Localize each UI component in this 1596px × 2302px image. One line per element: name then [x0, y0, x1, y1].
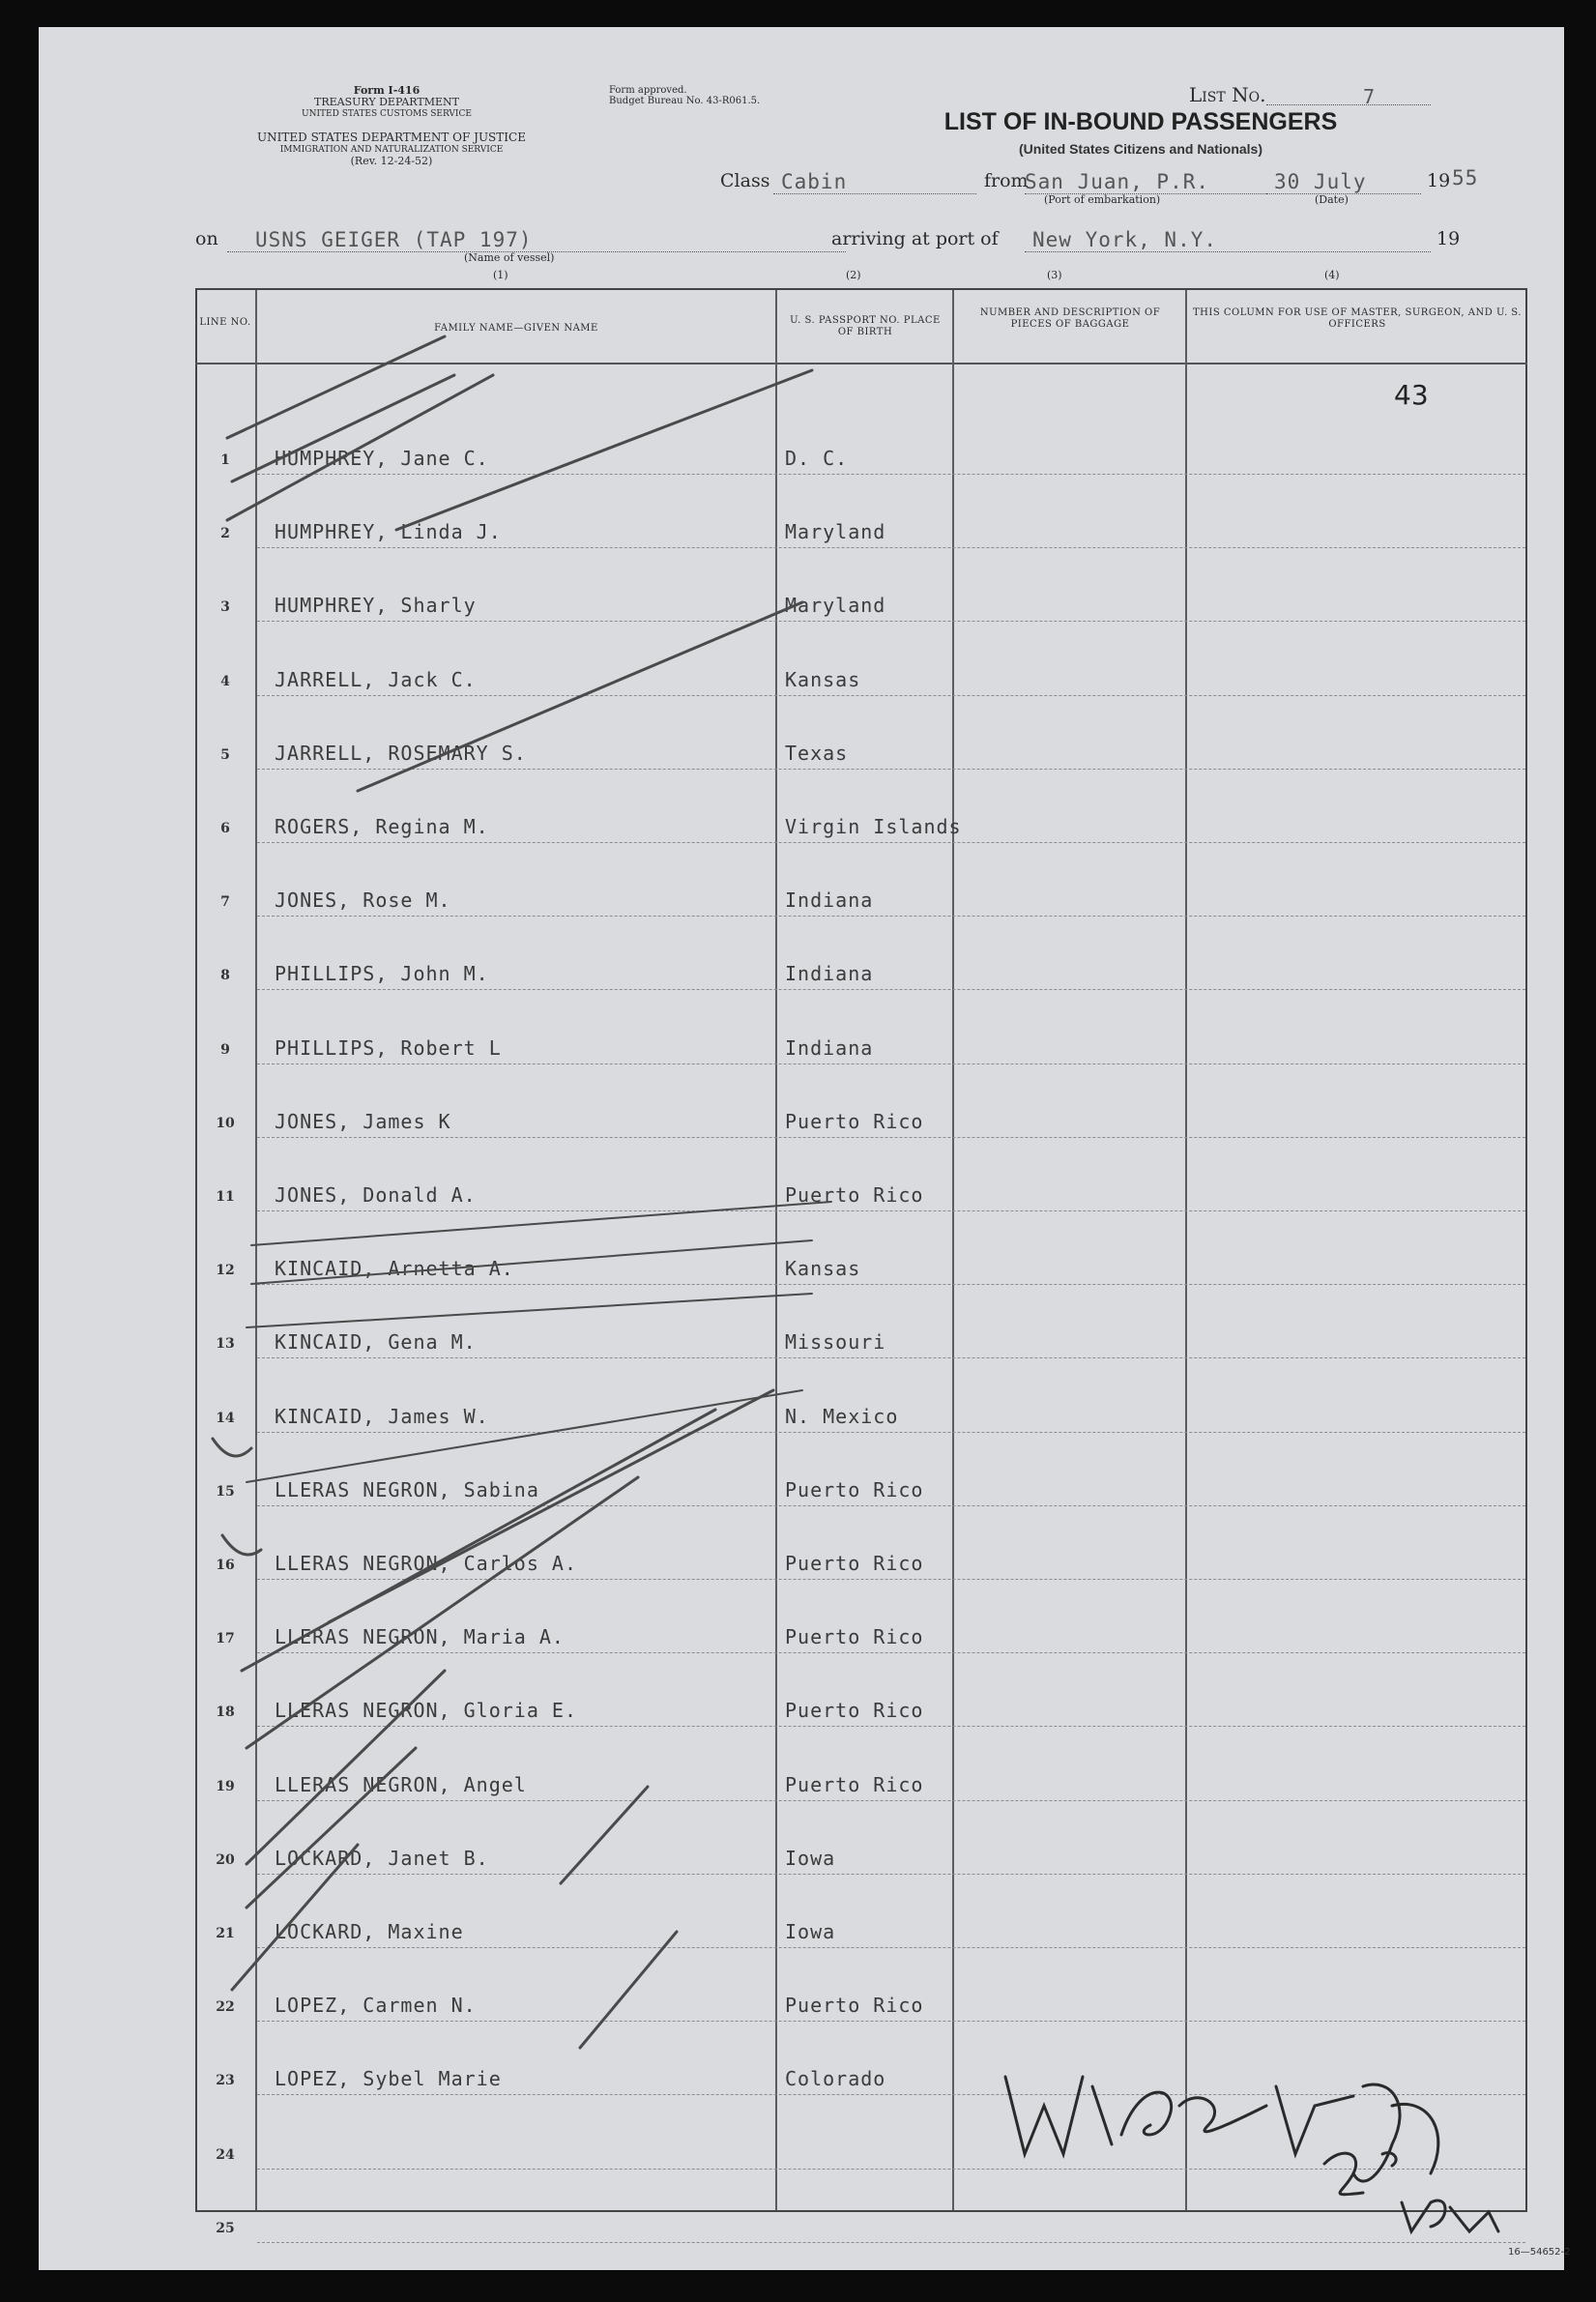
page-title: LIST OF IN-BOUND PASSENGERS — [943, 108, 1338, 135]
line-number: 6 — [220, 821, 230, 836]
passenger-name: KINCAID, Gena M. — [275, 1330, 477, 1355]
line-number: 18 — [216, 1705, 235, 1721]
place-of-birth: Indiana — [785, 889, 874, 913]
strike-line — [247, 1390, 802, 1482]
place-of-birth: Puerto Rico — [785, 1699, 924, 1723]
line-number: 16 — [216, 1558, 235, 1573]
line-number: 21 — [216, 1926, 235, 1941]
year-suffix: 55 — [1452, 166, 1479, 189]
strike-line — [580, 1932, 677, 2048]
passenger-name: JONES, Donald A. — [275, 1183, 477, 1207]
passenger-name: JARRELL, ROSEMARY S. — [275, 741, 527, 765]
line-number: 13 — [216, 1336, 235, 1353]
place-of-birth: Iowa — [785, 1846, 836, 1870]
strike-line — [251, 1240, 812, 1284]
passenger-name: HUMPHREY, Jane C. — [275, 447, 489, 470]
from-value: San Juan, P.R. — [1025, 170, 1210, 193]
place-of-birth: Kansas — [785, 667, 861, 691]
treasury-dept: TREASURY DEPARTMENT — [314, 96, 459, 108]
approval-line-1: Form approved. — [609, 85, 687, 96]
place-of-birth: Puerto Rico — [785, 1994, 924, 2018]
check-mark — [232, 375, 454, 481]
strike-line — [247, 1294, 812, 1327]
place-of-birth: Puerto Rico — [785, 1552, 924, 1575]
passenger-name: LLERAS NEGRON, Angel — [275, 1772, 527, 1796]
passenger-name: ROGERS, Regina M. — [275, 815, 489, 838]
strike-line — [247, 1748, 416, 1908]
passenger-name: JONES, Rose M. — [275, 889, 451, 913]
line-number: 24 — [216, 2146, 235, 2163]
strike-line — [561, 1787, 648, 1883]
footer-code: 16—54652-2 — [1508, 2247, 1571, 2258]
place-of-birth: Maryland — [785, 520, 886, 544]
header-passport: U. S. PASSPORT NO. PLACE OF BIRTH — [790, 315, 941, 337]
line-number: 2 — [220, 526, 230, 542]
passenger-name: LLERAS NEGRON, Sabina — [275, 1477, 539, 1501]
place-of-birth: Indiana — [785, 1035, 874, 1060]
strike-line — [247, 1477, 638, 1748]
place-of-birth: Puerto Rico — [785, 1477, 924, 1501]
line-number: 4 — [220, 673, 230, 689]
col-number-2: (2) — [846, 269, 861, 281]
passenger-name: KINCAID, Arnetta A. — [275, 1257, 514, 1281]
header-officers: THIS COLUMN FOR USE OF MASTER, SURGEON, AND U. S. OFFICERS — [1193, 307, 1522, 330]
arriving-label: arriving at port of — [831, 228, 999, 249]
passenger-name: LLERAS NEGRON, Carlos A. — [275, 1552, 577, 1575]
page-subtitle: (United States Citizens and Nationals) — [1018, 141, 1263, 157]
arriving-value: New York, N.Y. — [1032, 228, 1218, 251]
passenger-name: LOCKARD, Maxine — [275, 1920, 464, 1943]
check-mark — [227, 336, 445, 438]
from-label: from — [984, 170, 1029, 191]
handwritten-marks — [39, 27, 1571, 2270]
line-number: 22 — [216, 1999, 235, 2016]
place-of-birth: Texas — [785, 741, 849, 765]
passenger-name: HUMPHREY, Linda J. — [275, 520, 502, 544]
passenger-name: LOCKARD, Janet B. — [275, 1846, 489, 1870]
line-number: 12 — [216, 1263, 235, 1279]
place-of-birth: Iowa — [785, 1920, 836, 1943]
class-label: Class — [720, 170, 770, 191]
place-of-birth: N. Mexico — [785, 1404, 899, 1428]
port-caption: (Port of embarkation) — [1044, 193, 1161, 206]
passenger-name: LOPEZ, Sybel Marie — [275, 2067, 502, 2091]
place-of-birth: D. C. — [785, 447, 849, 470]
col-number-4: (4) — [1324, 269, 1340, 281]
place-of-birth: Puerto Rico — [785, 1625, 924, 1649]
place-of-birth: Puerto Rico — [785, 1109, 924, 1133]
header-name: FAMILY NAME—GIVEN NAME — [434, 323, 598, 334]
line-number: 3 — [220, 599, 230, 616]
passenger-name: JARRELL, Jack C. — [275, 667, 477, 691]
place-of-birth: Colorado — [785, 2067, 886, 2091]
passenger-name: LLERAS NEGRON, Gloria E. — [275, 1699, 577, 1723]
passenger-name: HUMPHREY, Sharly — [275, 594, 477, 618]
check-mark — [222, 1535, 261, 1555]
ins-service: IMMIGRATION AND NATURALIZATION SERVICE — [279, 145, 504, 155]
check-mark — [227, 375, 493, 520]
line-number: 20 — [216, 1851, 235, 1868]
year-prefix: 19 — [1427, 170, 1451, 191]
line-number: 17 — [216, 1631, 235, 1647]
justice-dept: UNITED STATES DEPARTMENT OF JUSTICE — [257, 131, 526, 144]
list-no-value: 7 — [1363, 85, 1377, 108]
signature-icon — [1005, 2077, 1498, 2231]
strike-line — [242, 1410, 715, 1671]
place-of-birth: Indiana — [785, 962, 874, 986]
officer-note: 43 — [1394, 379, 1429, 411]
vessel-caption: (Name of vessel) — [464, 251, 555, 264]
line-number: 9 — [220, 1041, 230, 1058]
line-number: 15 — [216, 1483, 235, 1500]
approval-line-2: Budget Bureau No. 43-R061.5. — [609, 96, 761, 106]
form-number: Form I-416 — [353, 84, 421, 97]
line-number: 23 — [216, 2073, 235, 2089]
line-number: 11 — [216, 1189, 235, 1205]
arriving-year: 19 — [1436, 228, 1461, 249]
line-number: 1 — [220, 452, 230, 468]
passenger-name: KINCAID, James W. — [275, 1404, 489, 1428]
strike-line — [251, 1202, 831, 1245]
line-number: 5 — [220, 746, 230, 763]
place-of-birth: Missouri — [785, 1330, 886, 1355]
passenger-name: LLERAS NEGRON, Maria A. — [275, 1625, 565, 1649]
line-number: 10 — [216, 1115, 235, 1131]
date-caption: (Date) — [1315, 193, 1349, 206]
col-number-1: (1) — [493, 269, 508, 281]
place-of-birth: Maryland — [785, 594, 886, 618]
passenger-name: PHILLIPS, Robert L — [275, 1035, 502, 1060]
vessel-name: USNS GEIGER (TAP 197) — [255, 228, 533, 251]
place-of-birth: Kansas — [785, 1257, 861, 1281]
passenger-name: PHILLIPS, John M. — [275, 962, 489, 986]
line-number: 8 — [220, 968, 230, 984]
strike-line — [232, 1845, 358, 1990]
header-baggage: NUMBER AND DESCRIPTION OF PIECES OF BAGGAGE — [979, 307, 1161, 330]
place-of-birth: Puerto Rico — [785, 1772, 924, 1796]
passenger-name: LOPEZ, Carmen N. — [275, 1994, 477, 2018]
strike-line — [358, 602, 802, 791]
date-value: 30 July — [1274, 170, 1367, 193]
line-number: 25 — [216, 2220, 235, 2236]
col-number-3: (3) — [1047, 269, 1062, 281]
header-line-no: LINE NO. — [199, 317, 251, 328]
strike-line — [247, 1671, 445, 1864]
line-number: 14 — [216, 1410, 235, 1426]
on-label: on — [195, 228, 218, 249]
check-mark — [213, 1439, 251, 1456]
place-of-birth: Virgin Islands — [785, 815, 962, 838]
list-no-label: List No. — [1189, 83, 1266, 106]
customs-service: UNITED STATES CUSTOMS SERVICE — [302, 109, 472, 119]
manifest-page — [39, 27, 1571, 2270]
passenger-name: JONES, James K — [275, 1109, 451, 1133]
line-number: 19 — [216, 1778, 235, 1794]
place-of-birth: Puerto Rico — [785, 1183, 924, 1207]
form-revision: (Rev. 12-24-52) — [350, 155, 433, 167]
line-number: 7 — [220, 894, 230, 911]
class-value: Cabin — [781, 170, 848, 193]
